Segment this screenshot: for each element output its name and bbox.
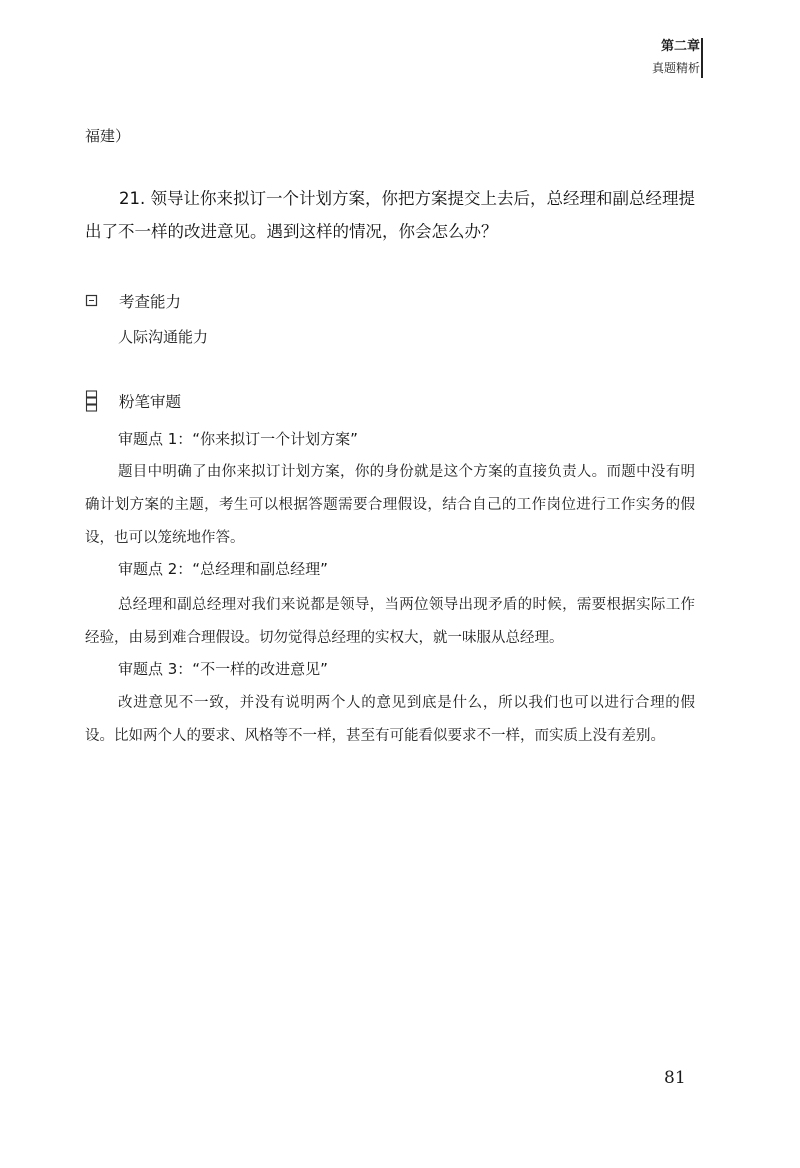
- running-header: [652, 36, 700, 78]
- section-title: 真题精析: [651, 61, 700, 75]
- stacked-boxes-icon: [85, 390, 99, 412]
- review-point-1-label: 审题点 1：“你来拟订一个计划方案”: [118, 430, 358, 448]
- review-point-2-text: 总经理和副总经理对我们来说都是领导，当两位领导出现矛盾的时候，需要根据实际工作经验，由易到难合理假设。切勿觉得总经理的实权大，就一味服从总经理。: [85, 597, 695, 646]
- review-point-3-text: 改进意见不一致，并没有说明两个人的意见到底是什么，所以我们也可以进行合理的假设。比如两个人的要求、风格等不一样，甚至有可能看似要求不一样，而实质上没有差别。: [85, 695, 695, 744]
- page-number: 81: [664, 1068, 686, 1088]
- ability-heading: [85, 290, 181, 312]
- review-title: 粉笔审题: [119, 393, 182, 411]
- question-21: 21. 领导让你来拟订一个计划方案，你把方案提交上去后，总经理和副总经理提出了不一样的改进意见。遇到这样的情况，你会怎么办？: [85, 189, 695, 241]
- review-point-2-label: 审题点 2：“总经理和副总经理”: [118, 560, 328, 578]
- header-rule: [701, 38, 703, 78]
- chapter-title: 第二章: [660, 39, 700, 54]
- review-heading: [85, 390, 181, 412]
- continuation-text: 福建）: [85, 127, 131, 145]
- review-point-1-text: 题目中明确了由你来拟订计划方案，你的身份就是这个方案的直接负责人。而题中没有明确计划方案的主题，考生可以根据答题需要合理假设，结合自己的工作岗位进行工作实务的假设，也可以笼统地作答。: [85, 464, 695, 546]
- box-icon: [85, 294, 99, 308]
- ability-content: 人际沟通能力: [118, 328, 209, 346]
- review-point-3-label: 审题点 3：“不一样的改进意见”: [118, 660, 328, 678]
- ability-title: 考查能力: [119, 293, 182, 311]
